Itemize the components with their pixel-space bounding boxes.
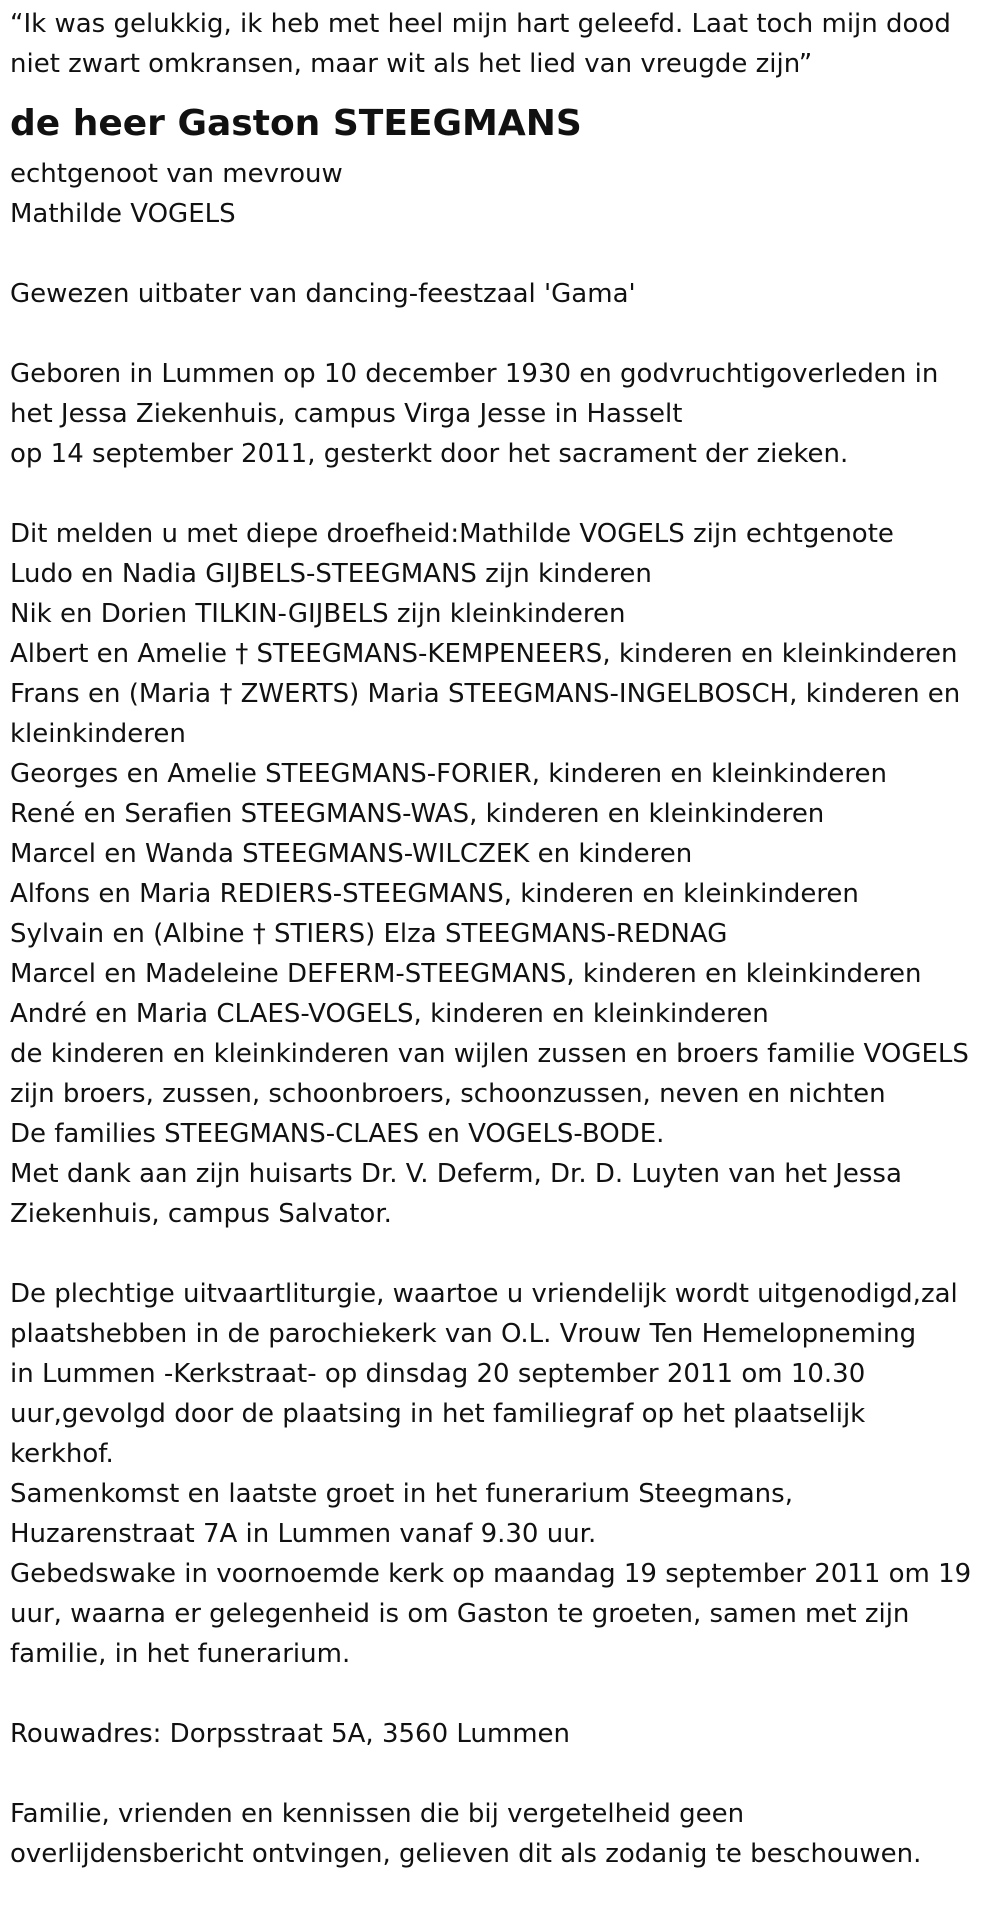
family-line: Marcel en Madeleine DEFERM-STEEGMANS, kinderen en kleinkinderen [10,959,922,989]
birth-death-line: op 14 september 2011, gesterkt door het sacrament der zieken. [10,439,849,469]
family-line: André en Maria CLAES-VOGELS, kinderen en kleinkinderen [10,999,769,1029]
birth-death-line: Geboren in Lummen op 10 december 1930 en godvruchtigoverleden in [10,359,939,389]
spacer [10,1234,1000,1274]
quote-line: niet zwart omkransen, maar wit als het lied van vreugde zijn” [10,49,813,79]
funeral-line: familie, in het funerarium. [10,1639,351,1669]
family-list [10,514,1000,1234]
funeral-line: kerkhof. [10,1439,114,1469]
family-line: Dit melden u met diepe droefheid:Mathilde VOGELS zijn echtgenote [10,519,894,549]
occupation: Gewezen uitbater van dancing-feestzaal 'Gama' [10,279,636,309]
birth-death-info [10,354,1000,474]
family-line: Alfons en Maria REDIERS-STEEGMANS, kinderen en kleinkinderen [10,879,859,909]
family-line: Ziekenhuis, campus Salvator. [10,1199,392,1229]
funeral-line: Gebedswake in voornoemde kerk op maandag 19 september 2011 om 19 [10,1559,972,1589]
closing-note [10,1794,1000,1874]
family-line: Marcel en Wanda STEEGMANS-WILCZEK en kinderen [10,839,693,869]
spouse-line: Mathilde VOGELS [10,199,236,229]
funeral-line: Samenkomst en laatste groet in het funerarium Steegmans, [10,1479,793,1509]
quote [10,4,1000,84]
funeral-line: Huzarenstraat 7A in Lummen vanaf 9.30 uur. [10,1519,597,1549]
family-line: René en Serafien STEEGMANS-WAS, kinderen en kleinkinderen [10,799,825,829]
family-line: Albert en Amelie † STEEGMANS-KEMPENEERS, kinderen en kleinkinderen [10,639,958,669]
spacer [10,474,1000,514]
family-line: Georges en Amelie STEEGMANS-FORIER, kinderen en kleinkinderen [10,759,887,789]
funeral-info [10,1274,1000,1674]
family-line: de kinderen en kleinkinderen van wijlen zussen en broers familie VOGELS [10,1039,969,1069]
funeral-line: in Lummen -Kerkstraat- op dinsdag 20 september 2011 om 10.30 [10,1359,866,1389]
spacer [10,1754,1000,1794]
mourning-address: Rouwadres: Dorpsstraat 5A, 3560 Lummen [10,1719,571,1749]
spacer [10,314,1000,354]
family-line: Frans en (Maria † ZWERTS) Maria STEEGMANS-INGELBOSCH, kinderen en [10,679,961,709]
family-line: Sylvain en (Albine † STIERS) Elza STEEGMANS-REDNAG [10,919,728,949]
birth-death-line: het Jessa Ziekenhuis, campus Virga Jesse in Hasselt [10,399,683,429]
family-line: zijn broers, zussen, schoonbroers, schoonzussen, neven en nichten [10,1079,886,1109]
spouse-line: echtgenoot van mevrouw [10,159,343,189]
family-line: Ludo en Nadia GIJBELS-STEEGMANS zijn kinderen [10,559,652,589]
family-line: kleinkinderen [10,719,186,749]
deceased-name: de heer Gaston STEEGMANS [10,103,582,144]
family-line: Met dank aan zijn huisarts Dr. V. Deferm, Dr. D. Luyten van het Jessa [10,1159,902,1189]
family-line: De families STEEGMANS-CLAES en VOGELS-BODE. [10,1119,665,1149]
spacer [10,1674,1000,1714]
funeral-line: De plechtige uitvaartliturgie, waartoe u vriendelijk wordt uitgenodigd,zal [10,1279,958,1309]
funeral-line: uur, waarna er gelegenheid is om Gaston te groeten, samen met zijn [10,1599,910,1629]
closing-line: Familie, vrienden en kennissen die bij vergetelheid geen [10,1799,745,1829]
spacer [10,234,1000,274]
spouse-info [10,154,1000,234]
quote-line: “Ik was gelukkig, ik heb met heel mijn hart geleefd. Laat toch mijn dood [10,9,951,39]
closing-line: overlijdensbericht ontvingen, gelieven dit als zodanig te beschouwen. [10,1839,922,1869]
funeral-line: plaatshebben in de parochiekerk van O.L. Vrouw Ten Hemelopneming [10,1319,917,1349]
family-line: Nik en Dorien TILKIN-GIJBELS zijn kleinkinderen [10,599,626,629]
funeral-line: uur,gevolgd door de plaatsing in het familiegraf op het plaatselijk [10,1399,866,1429]
